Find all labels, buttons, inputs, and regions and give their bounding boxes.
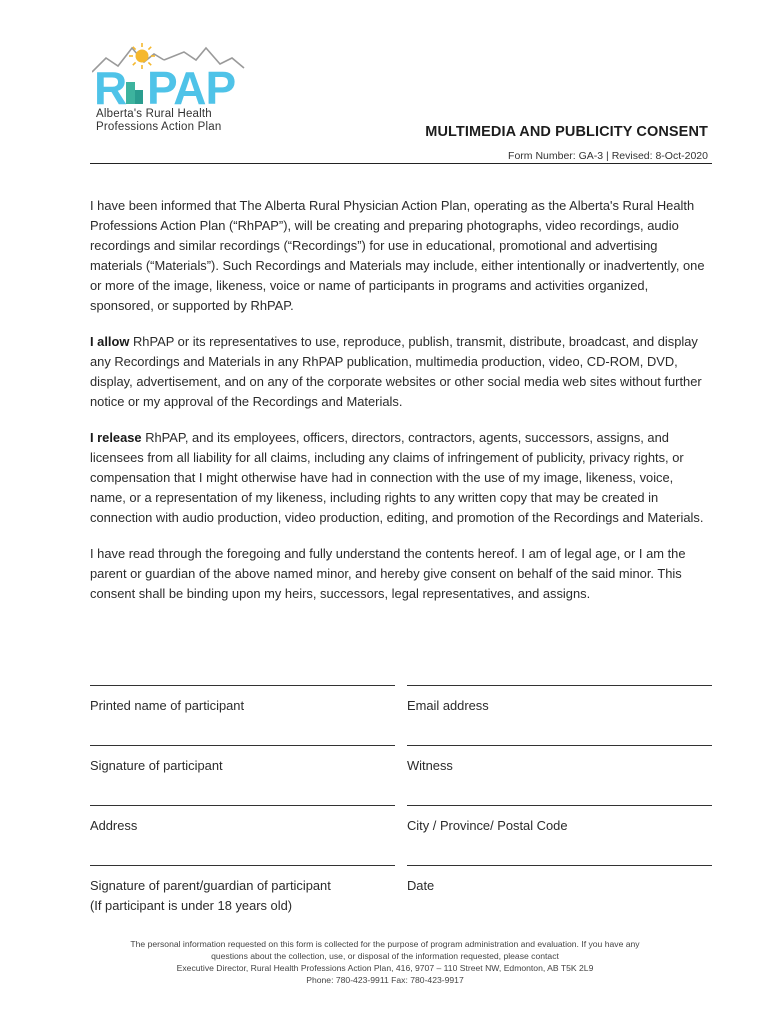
date-field[interactable]: Date bbox=[407, 865, 712, 896]
printed-name-field[interactable]: Printed name of participant bbox=[90, 685, 395, 716]
city-province-postal-field[interactable]: City / Province/ Postal Code bbox=[407, 805, 712, 836]
privacy-footer: The personal information requested on this form is collected for the purpose of program administration and evaluation. If you have any questions about the collection, use, or disposal of the information requested, please contact Executive Director, Rural Health Professions Action Plan, 416, 9707 – 110 Street NW, Edmonton, AB T5K 2L9 Phone: 780-423-9911 Fax: 780-423-9917 bbox=[130, 939, 640, 985]
form-number: Form Number: GA-3 | Revised: 8-Oct-2020 bbox=[508, 150, 708, 162]
header-divider bbox=[90, 163, 712, 164]
address-field[interactable]: Address bbox=[90, 805, 395, 836]
witness-field[interactable]: Witness bbox=[407, 745, 712, 776]
paragraph-informed: I have been informed that The Alberta Rural Physician Action Plan, operating as the Alberta's Rural Health Professions Action Plan (“RhPAP”), will be creating and preparing photographs, video recordings, audio recordings and similar recordings (“Recordings”) for use in educational, promotional and advertising materials (“Materials”). Such Recordings and Materials may include, either intentionally or inadvertently, one or more of the image, likeness, voice or name of participants in programs and activities organized, sponsored, or supported by RhPAP. bbox=[90, 198, 705, 313]
page-title: MULTIMEDIA AND PUBLICITY CONSENT bbox=[425, 124, 708, 140]
paragraph-allow: I allow RhPAP or its representatives to use, reproduce, publish, transmit, distribute, broadcast, and display any Recordings and Materials in any RhPAP publication, multimedia production, video, CD-ROM, DVD, display, advertisement, and on any of the corporate websites or other social media web sites without further notice or my approval of the Recordings and Materials. bbox=[90, 334, 702, 409]
paragraph-acknowledge: I have read through the foregoing and fully understand the contents hereof. I am of legal age, or I am the parent or guardian of the above named minor, and hereby give consent on behalf of the said minor. This consent shall be binding upon my heirs, successors, legal representatives, and assigns. bbox=[90, 546, 686, 601]
form-header bbox=[425, 124, 708, 162]
guardian-note: (If participant is under 18 years old) bbox=[90, 898, 293, 913]
svg-text:R: R bbox=[94, 62, 127, 114]
logo-tagline: Alberta's Rural Health Professions Action Plan bbox=[96, 108, 222, 133]
participant-signature-field[interactable]: Signature of participant bbox=[90, 745, 395, 776]
email-field[interactable]: Email address bbox=[407, 685, 712, 716]
consent-body bbox=[90, 196, 712, 620]
paragraph-release: I release RhPAP, and its employees, officers, directors, contractors, agents, successors, assigns, and licensees from all liability for all claims, including any claims of infringement of publicity, privacy rights, or compensation that I might otherwise have had in connection with the use of my image, likeness, voice, name, or a representation of my likeness, including rights to any written copy that may be created in connection with audio production, video production, editing, and promotion of the Recordings and Materials. bbox=[90, 430, 704, 525]
svg-text:PAP: PAP bbox=[147, 62, 236, 114]
guardian-signature-field[interactable]: Signature of parent/guardian of participant (If participant is under 18 years old) bbox=[90, 865, 395, 916]
